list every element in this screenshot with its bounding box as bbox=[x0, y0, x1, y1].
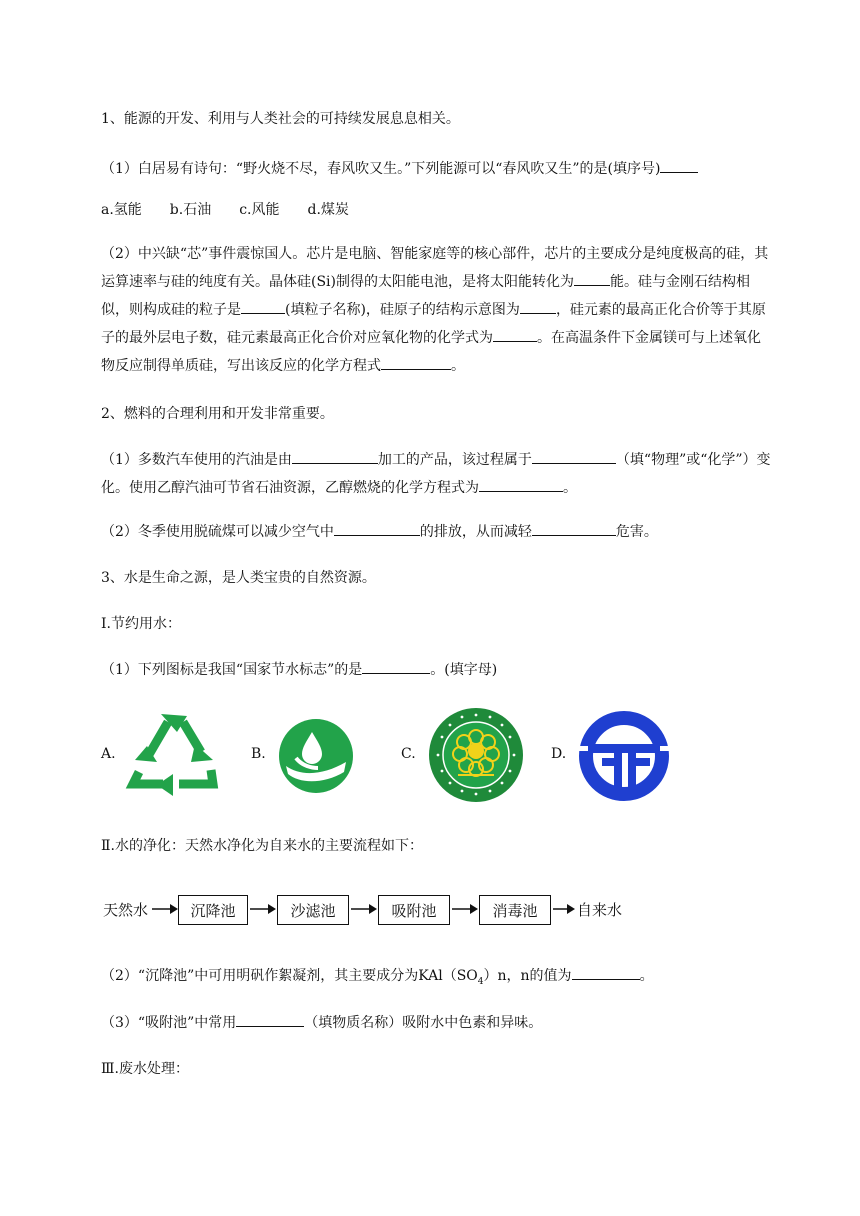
q3-part1-text-a: （1）下列图标是我国“国家节水标志”的是 bbox=[101, 662, 363, 678]
q2-part2-text-b: 的排放，从而减轻 bbox=[419, 524, 532, 540]
q1-part1-text: （1）白居易有诗句：“野火烧不尽，春风吹又生。”下列能源可以“春风吹又生”的是(填序号) bbox=[101, 161, 661, 177]
answer-blank[interactable] bbox=[572, 963, 640, 980]
water-saving-icon[interactable] bbox=[278, 718, 354, 794]
answer-blank[interactable] bbox=[479, 475, 563, 492]
option-b-label: B. bbox=[251, 746, 266, 762]
answer-blank[interactable] bbox=[292, 447, 378, 464]
q3-part2-text-c: 。 bbox=[639, 968, 654, 984]
flow-end: 自来水 bbox=[577, 901, 623, 919]
q3-part3 bbox=[101, 1009, 771, 1037]
q1-title: 1、能源的开发、利用与人类社会的可持续发展息息相关。 bbox=[101, 111, 460, 127]
q3-section1-heading: Ⅰ.节约用水： bbox=[101, 616, 181, 632]
q2-part1-text-b: 加工的产品，该过程属于 bbox=[377, 452, 532, 468]
answer-blank[interactable] bbox=[574, 269, 610, 286]
answer-blank[interactable] bbox=[532, 519, 616, 536]
answer-blank[interactable] bbox=[493, 325, 537, 342]
answer-blank[interactable] bbox=[362, 657, 430, 674]
q1-part2-text-c: (填粒子名称)，硅原子的结构示意图为 bbox=[285, 302, 520, 318]
q1-options: a.氢能 b.石油 c.风能 d.煤炭 bbox=[101, 202, 349, 218]
q3-part3-text-b: （填物质名称）吸附水中色素和异味。 bbox=[304, 1015, 543, 1031]
q2-part1-text-d: 。 bbox=[563, 480, 577, 496]
q2-part1-text-c: （填“物理”或“化学”）变化。使用乙醇汽油可节省石油资源，乙醇燃烧的化学方程式为 bbox=[101, 452, 771, 496]
q3-part2-text-b: ）n，n的值为 bbox=[483, 968, 572, 984]
arrow-icon bbox=[452, 903, 478, 915]
q3-section3-heading: Ⅲ.废水处理： bbox=[101, 1061, 189, 1077]
environmental-label-icon[interactable] bbox=[428, 707, 524, 803]
q1-part2-text-d: ，硅元素的最高正化合价等于其原子的最外层电子数，硅元素最高正化合价对应氧化物的化学式为 bbox=[101, 302, 766, 346]
blue-water-icon[interactable] bbox=[578, 710, 670, 802]
arrow-icon bbox=[553, 903, 575, 915]
answer-blank[interactable] bbox=[520, 297, 556, 314]
q1-part1 bbox=[101, 155, 771, 183]
q3-title: 3、水是生命之源，是人类宝贵的自然资源。 bbox=[101, 570, 376, 586]
flow-step-sand-filter: 沙滤池 bbox=[277, 895, 349, 925]
q2-part1-text-a: （1）多数汽车使用的汽油是由 bbox=[101, 452, 292, 468]
arrow-icon bbox=[351, 903, 377, 915]
option-d-label: D. bbox=[551, 746, 567, 762]
q3-part1-text-b: 。(填字母) bbox=[430, 662, 498, 678]
q1-part2-text-a: （2）中兴缺“芯”事件震惊国人。芯片是电脑、智能家庭等的核心部件，芯片的主要成分是纯度极高的硅，其运算速率与硅的纯度有关。晶体硅(Si)制得的太阳能电池，是将太阳能转化为 bbox=[101, 246, 769, 290]
recycle-icon[interactable] bbox=[125, 712, 223, 800]
flow-start: 天然水 bbox=[103, 901, 149, 919]
answer-blank[interactable] bbox=[241, 297, 285, 314]
q2-title: 2、燃料的合理利用和开发非常重要。 bbox=[101, 406, 334, 422]
q1-part2 bbox=[101, 240, 771, 380]
q3-part2-subscript: 4 bbox=[477, 976, 484, 987]
q1-part2-text-e: 。在高温条件下金属镁可与上述氧化物反应制得单质硅，写出该反应的化学方程式 bbox=[101, 330, 761, 374]
arrow-icon bbox=[152, 903, 178, 915]
option-a-label: A. bbox=[101, 746, 116, 762]
q3-section2-heading: Ⅱ.水的净化：天然水净化为自来水的主要流程如下： bbox=[101, 838, 423, 854]
arrow-icon bbox=[250, 903, 276, 915]
answer-blank[interactable] bbox=[532, 447, 616, 464]
answer-blank[interactable] bbox=[660, 156, 698, 173]
q3-part1 bbox=[101, 656, 771, 684]
flow-step-adsorption: 吸附池 bbox=[378, 895, 450, 925]
answer-blank[interactable] bbox=[381, 353, 451, 370]
option-c-label: C. bbox=[401, 746, 416, 762]
q3-part3-text-a: （3）“吸附池”中常用 bbox=[101, 1015, 237, 1031]
q2-part2-text-c: 危害。 bbox=[615, 524, 658, 540]
q1-part2-text-f: 。 bbox=[451, 358, 465, 374]
answer-blank[interactable] bbox=[236, 1010, 304, 1027]
water-treatment-flowchart bbox=[100, 894, 660, 928]
q3-part2-text-a: （2）“沉降池”中可用明矾作絮凝剂，其主要成分为KAl（SO bbox=[101, 968, 478, 984]
flow-step-sedimentation: 沉降池 bbox=[178, 895, 248, 925]
q2-part2-text-a: （2）冬季使用脱硫煤可以减少空气中 bbox=[101, 524, 334, 540]
q2-part2 bbox=[101, 518, 771, 546]
answer-blank[interactable] bbox=[334, 519, 420, 536]
q2-part1 bbox=[101, 446, 771, 502]
q3-part2 bbox=[101, 962, 771, 996]
q1-part2-text-b: 能。硅与金刚石结构相似，则构成硅的粒子是 bbox=[101, 274, 750, 318]
flow-step-disinfection: 消毒池 bbox=[479, 895, 551, 925]
